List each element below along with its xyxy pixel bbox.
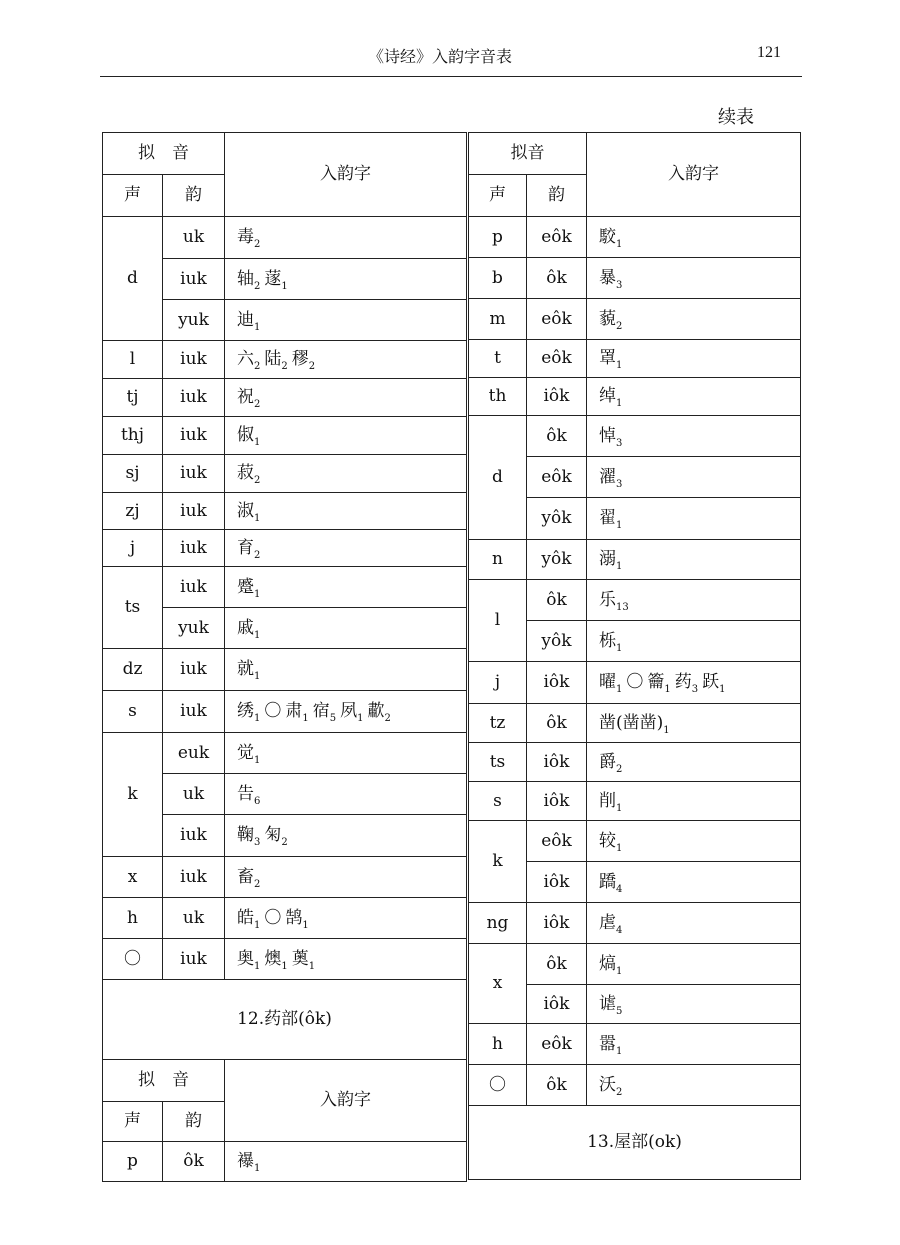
occurrence-count: 13 <box>616 601 629 613</box>
occurrence-count: 1 <box>254 713 261 725</box>
chars-cell <box>587 782 801 821</box>
chars-cell <box>225 857 467 898</box>
sheng-cell: dz <box>103 649 163 691</box>
sheng-cell: m <box>469 299 527 340</box>
table-row <box>469 540 801 580</box>
table-row <box>103 217 467 259</box>
yun-cell: eôk <box>527 217 587 258</box>
sheng-cell: ts <box>103 567 163 649</box>
chars-cell <box>225 300 467 341</box>
sheng-cell: l <box>103 341 163 379</box>
section-12-title: 12.药部(ôk) <box>103 980 467 1060</box>
sheng-cell: b <box>469 258 527 299</box>
chars-cell <box>587 743 801 782</box>
rhyme-char: 駮 <box>599 226 616 247</box>
yun-cell: iuk <box>163 493 225 530</box>
table-row <box>469 821 801 862</box>
chars-cell <box>587 299 801 340</box>
rhyme-char: 暴 <box>599 267 616 288</box>
right-header-yun: 韵 <box>527 175 587 217</box>
yun-cell: ôk <box>527 258 587 299</box>
yun-cell: iuk <box>163 857 225 898</box>
table-row <box>103 493 467 530</box>
table-row <box>469 378 801 416</box>
occurrence-count: 1 <box>357 713 364 725</box>
chars-cell <box>225 691 467 733</box>
occurrence-count: 1 <box>616 520 623 532</box>
occurrence-count: 2 <box>254 239 261 251</box>
rhyme-char: 燠 <box>264 948 282 969</box>
right-header-ruyunzi: 入韵字 <box>587 133 801 217</box>
sheng-cell: 〇 <box>103 939 163 980</box>
rhyme-char: 嚣 <box>599 1033 616 1054</box>
yun-cell: iuk <box>163 530 225 567</box>
rhyme-char: 匊 <box>264 825 282 846</box>
occurrence-count: 1 <box>616 802 623 814</box>
table-row <box>469 782 801 821</box>
chars-cell <box>225 733 467 774</box>
yun-cell: iôk <box>527 662 587 704</box>
chars-cell <box>225 341 467 379</box>
yun-cell: iôk <box>527 985 587 1024</box>
header-yun: 韵 <box>163 175 225 217</box>
sheng-cell: zj <box>103 493 163 530</box>
table-row <box>469 743 801 782</box>
chars-cell <box>225 898 467 939</box>
chars-cell <box>587 862 801 903</box>
sheng-cell: s <box>469 782 527 821</box>
occurrence-count: 4 <box>616 924 623 936</box>
occurrence-count: 3 <box>691 684 699 696</box>
sheng-cell: j <box>469 662 527 704</box>
sheng-cell: p <box>103 1142 163 1182</box>
header-rule <box>100 76 802 77</box>
left-table <box>102 132 467 1182</box>
chars-cell <box>587 662 801 704</box>
rhyme-char: 蹙 <box>237 576 254 597</box>
rhyme-char: 戚 <box>237 617 254 638</box>
yun-cell: iôk <box>527 862 587 903</box>
yun-cell: iuk <box>163 691 225 733</box>
yun-cell: iôk <box>527 903 587 944</box>
continued-label: 续表 <box>718 107 754 128</box>
rhyme-char: 〇 <box>264 701 282 722</box>
rhyme-char: 祝 <box>237 387 254 408</box>
table-row <box>103 939 467 980</box>
rhyme-char: 药 <box>674 672 692 693</box>
yun-cell: eôk <box>527 340 587 378</box>
rhyme-char: 绰 <box>599 386 616 407</box>
rhyme-char: 〇 <box>626 672 644 693</box>
sheng-cell: d <box>469 416 527 540</box>
table-row <box>103 417 467 455</box>
chars-cell <box>225 530 467 567</box>
yun-cell: uk <box>163 898 225 939</box>
occurrence-count: 2 <box>616 763 623 775</box>
rhyme-char: 夙 <box>340 701 358 722</box>
rhyme-char: 育 <box>237 537 254 558</box>
occurrence-count: 2 <box>616 1086 623 1098</box>
chars-cell <box>225 608 467 649</box>
table-row <box>469 416 801 457</box>
occurrence-count: 1 <box>254 321 261 333</box>
occurrence-count: 1 <box>254 512 261 524</box>
chars-cell <box>587 821 801 862</box>
yun-cell: iuk <box>163 567 225 608</box>
rhyme-char: 谑 <box>599 993 616 1014</box>
rhyme-char: 乐 <box>599 589 616 610</box>
chars-cell <box>587 621 801 662</box>
rhyme-char: 凿(凿凿) <box>599 712 664 733</box>
rhyme-char: 薁 <box>291 948 309 969</box>
occurrence-count: 1 <box>302 713 309 725</box>
rhyme-char: 栎 <box>599 630 616 651</box>
occurrence-count: 4 <box>616 883 623 895</box>
chars-cell <box>587 1065 801 1106</box>
table-row <box>103 341 467 379</box>
yun-cell: iuk <box>163 341 225 379</box>
yun-cell: ôk <box>527 416 587 457</box>
occurrence-count: 1 <box>254 1163 261 1175</box>
chars-cell <box>225 815 467 857</box>
sheng-cell: k <box>469 821 527 903</box>
table-row <box>103 379 467 417</box>
table-row <box>469 662 801 704</box>
table-row <box>103 1142 467 1182</box>
sheng-cell: n <box>469 540 527 580</box>
table-row <box>103 649 467 691</box>
rhyme-char: 觉 <box>237 742 254 763</box>
occurrence-count: 1 <box>616 398 623 410</box>
table-row <box>469 1065 801 1106</box>
table-row <box>469 903 801 944</box>
yun-cell: ôk <box>527 580 587 621</box>
sheng-cell: tj <box>103 379 163 417</box>
rhyme-char: 鹄 <box>285 907 303 928</box>
table-row <box>469 944 801 985</box>
chars-cell <box>225 649 467 691</box>
table-row <box>103 530 467 567</box>
occurrence-count: 2 <box>281 837 288 849</box>
rhyme-char: 襮 <box>237 1151 254 1172</box>
chars-cell <box>587 378 801 416</box>
yun-cell: eôk <box>527 457 587 498</box>
chars-cell <box>587 903 801 944</box>
occurrence-count: 1 <box>254 629 261 641</box>
yun-cell: uk <box>163 217 225 259</box>
sheng-cell: j <box>103 530 163 567</box>
yun-cell: ôk <box>527 1065 587 1106</box>
yun-cell: iôk <box>527 743 587 782</box>
rhyme-char: 就 <box>237 659 254 680</box>
occurrence-count: 5 <box>329 713 337 725</box>
yun-cell: yôk <box>527 540 587 580</box>
occurrence-count: 5 <box>616 1005 623 1017</box>
occurrence-count: 2 <box>254 549 261 561</box>
header-sheng: 声 <box>103 175 163 217</box>
table-row <box>469 704 801 743</box>
yun-cell: yôk <box>527 498 587 540</box>
chars-cell <box>587 704 801 743</box>
section-12-header-ruyunzi: 入韵字 <box>225 1060 467 1142</box>
yun-cell: eôk <box>527 299 587 340</box>
rhyme-char: 菽 <box>237 463 254 484</box>
table-row <box>103 733 467 774</box>
sheng-cell: ng <box>469 903 527 944</box>
table-row <box>469 340 801 378</box>
occurrence-count: 1 <box>302 919 309 931</box>
rhyme-char: 俶 <box>237 425 254 446</box>
table-row <box>469 217 801 258</box>
occurrence-count: 1 <box>616 1045 623 1057</box>
yun-cell: iôk <box>527 782 587 821</box>
right-header-sheng: 声 <box>469 175 527 217</box>
yun-cell: iuk <box>163 379 225 417</box>
chars-cell <box>587 944 801 985</box>
occurrence-count: 1 <box>281 960 288 972</box>
sheng-cell: x <box>469 944 527 1024</box>
rhyme-char: 穋 <box>291 349 309 370</box>
rhyme-char: 溺 <box>599 549 616 570</box>
occurrence-count: 1 <box>664 684 671 696</box>
chars-cell <box>225 417 467 455</box>
chars-cell <box>587 340 801 378</box>
sheng-cell: x <box>103 857 163 898</box>
rhyme-char: 藐 <box>599 308 616 329</box>
rhyme-char: 翟 <box>599 508 616 529</box>
rhyme-char: 较 <box>599 830 616 851</box>
section-12-header-niyin: 拟 音 <box>103 1060 225 1102</box>
rhyme-char: 迪 <box>237 309 254 330</box>
chars-cell <box>587 580 801 621</box>
page-number: 121 <box>757 44 781 61</box>
chars-cell <box>225 217 467 259</box>
rhyme-char: 蹻 <box>599 871 616 892</box>
rhyme-char: 宿 <box>312 701 330 722</box>
rhyme-char: 奥 <box>237 948 254 969</box>
rhyme-char: 皓 <box>237 907 254 928</box>
header-ruyunzi: 入韵字 <box>225 133 467 217</box>
occurrence-count: 1 <box>616 561 623 573</box>
yun-cell: ôk <box>527 704 587 743</box>
sheng-cell: p <box>469 217 527 258</box>
occurrence-count: 1 <box>308 960 316 972</box>
occurrence-count: 2 <box>254 399 261 411</box>
occurrence-count: 2 <box>254 475 261 487</box>
rhyme-char: 陆 <box>264 349 282 370</box>
chars-cell <box>587 217 801 258</box>
rhyme-char: 跃 <box>702 672 720 693</box>
left-table-body <box>103 217 467 980</box>
yun-cell: iuk <box>163 649 225 691</box>
rhyme-char: 曜 <box>599 672 616 693</box>
yun-cell: iuk <box>163 417 225 455</box>
occurrence-count: 1 <box>254 960 261 972</box>
rhyme-char: 六 <box>237 349 254 370</box>
chars-cell <box>225 259 467 300</box>
section-12-header-yun: 韵 <box>163 1102 225 1142</box>
occurrence-count: 1 <box>719 684 726 696</box>
occurrence-count: 2 <box>281 361 288 373</box>
yun-cell: yôk <box>527 621 587 662</box>
occurrence-count: 1 <box>616 238 623 250</box>
section-13-title: 13.屋部(ok) <box>469 1106 801 1180</box>
occurrence-count: 3 <box>616 437 623 449</box>
table-row <box>103 455 467 493</box>
chars-cell <box>587 1024 801 1065</box>
chars-cell <box>225 493 467 530</box>
occurrence-count: 1 <box>616 842 623 854</box>
right-table-body <box>469 217 801 1106</box>
occurrence-count: 1 <box>254 919 261 931</box>
yun-cell: iuk <box>163 939 225 980</box>
sheng-cell: th <box>469 378 527 416</box>
occurrence-count: 2 <box>616 320 623 332</box>
table-row <box>103 691 467 733</box>
occurrence-count: 2 <box>308 361 316 373</box>
occurrence-count: 2 <box>254 280 261 292</box>
yun-cell: ôk <box>527 944 587 985</box>
table-row <box>103 898 467 939</box>
yun-cell: iôk <box>527 378 587 416</box>
occurrence-count: 2 <box>254 878 261 890</box>
chars-cell <box>225 774 467 815</box>
sheng-cell: k <box>103 733 163 857</box>
yun-cell: ôk <box>163 1142 225 1182</box>
header-niyin: 拟 音 <box>103 133 225 175</box>
sheng-cell: ts <box>469 743 527 782</box>
occurrence-count: 1 <box>616 965 623 977</box>
table-row <box>103 857 467 898</box>
occurrence-count: 1 <box>281 280 288 292</box>
sheng-cell: l <box>469 580 527 662</box>
occurrence-count: 1 <box>616 684 623 696</box>
yun-cell: yuk <box>163 300 225 341</box>
rhyme-char: 濯 <box>599 466 616 487</box>
yun-cell: yuk <box>163 608 225 649</box>
occurrence-count: 6 <box>254 795 261 807</box>
sheng-cell: s <box>103 691 163 733</box>
yun-cell: euk <box>163 733 225 774</box>
yun-cell: uk <box>163 774 225 815</box>
yun-cell: eôk <box>527 1024 587 1065</box>
rhyme-char: 虐 <box>599 912 616 933</box>
yun-cell: eôk <box>527 821 587 862</box>
chars-cell <box>587 540 801 580</box>
occurrence-count: 3 <box>616 279 623 291</box>
table-row <box>103 567 467 608</box>
sheng-cell: sj <box>103 455 163 493</box>
rhyme-char: 沃 <box>599 1074 616 1095</box>
chars-cell <box>587 416 801 457</box>
rhyme-char: 歗 <box>367 701 385 722</box>
right-header-niyin: 拟音 <box>469 133 587 175</box>
chars-cell <box>225 455 467 493</box>
table-row <box>469 299 801 340</box>
sheng-cell: thj <box>103 417 163 455</box>
occurrence-count: 1 <box>663 724 670 736</box>
yun-cell: iuk <box>163 455 225 493</box>
sheng-cell: tz <box>469 704 527 743</box>
rhyme-char: 蓫 <box>264 268 282 289</box>
chars-cell <box>587 457 801 498</box>
sheng-cell: 〇 <box>469 1065 527 1106</box>
rhyme-char: 轴 <box>237 268 254 289</box>
chars-cell <box>225 567 467 608</box>
rhyme-char: 淑 <box>237 500 254 521</box>
occurrence-count: 3 <box>254 837 261 849</box>
chars-cell <box>225 1142 467 1182</box>
occurrence-count: 2 <box>384 713 391 725</box>
chars-cell <box>587 985 801 1024</box>
rhyme-char: 绣 <box>237 701 254 722</box>
rhyme-char: 〇 <box>264 907 282 928</box>
rhyme-char: 籥 <box>647 672 665 693</box>
chars-cell <box>587 498 801 540</box>
sheng-cell: d <box>103 217 163 341</box>
occurrence-count: 1 <box>254 437 261 449</box>
rhyme-char: 毒 <box>237 227 254 248</box>
rhyme-char: 肃 <box>285 701 303 722</box>
chars-cell <box>225 939 467 980</box>
occurrence-count: 1 <box>616 642 623 654</box>
sheng-cell: t <box>469 340 527 378</box>
section-12-body <box>103 1142 467 1182</box>
occurrence-count: 2 <box>254 361 261 373</box>
chars-cell <box>225 379 467 417</box>
occurrence-count: 1 <box>254 754 261 766</box>
table-row <box>469 1024 801 1065</box>
rhyme-char: 罩 <box>599 348 616 369</box>
yun-cell: iuk <box>163 259 225 300</box>
yun-cell: iuk <box>163 815 225 857</box>
page-header-title: 《诗经》入韵字音表 <box>368 47 513 66</box>
section-12-header-sheng: 声 <box>103 1102 163 1142</box>
rhyme-char: 熇 <box>599 953 616 974</box>
table-row <box>469 258 801 299</box>
rhyme-char: 削 <box>599 790 616 811</box>
occurrence-count: 3 <box>616 478 623 490</box>
occurrence-count: 1 <box>254 588 261 600</box>
rhyme-char: 告 <box>237 783 254 804</box>
chars-cell <box>587 258 801 299</box>
sheng-cell: h <box>469 1024 527 1065</box>
rhyme-char: 悼 <box>599 425 616 446</box>
rhyme-char: 鞠 <box>237 825 254 846</box>
occurrence-count: 1 <box>616 360 623 372</box>
right-table <box>468 132 801 1180</box>
rhyme-char: 爵 <box>599 751 616 772</box>
occurrence-count: 1 <box>254 671 261 683</box>
rhyme-char: 畜 <box>237 866 254 887</box>
sheng-cell: h <box>103 898 163 939</box>
table-row <box>469 580 801 621</box>
